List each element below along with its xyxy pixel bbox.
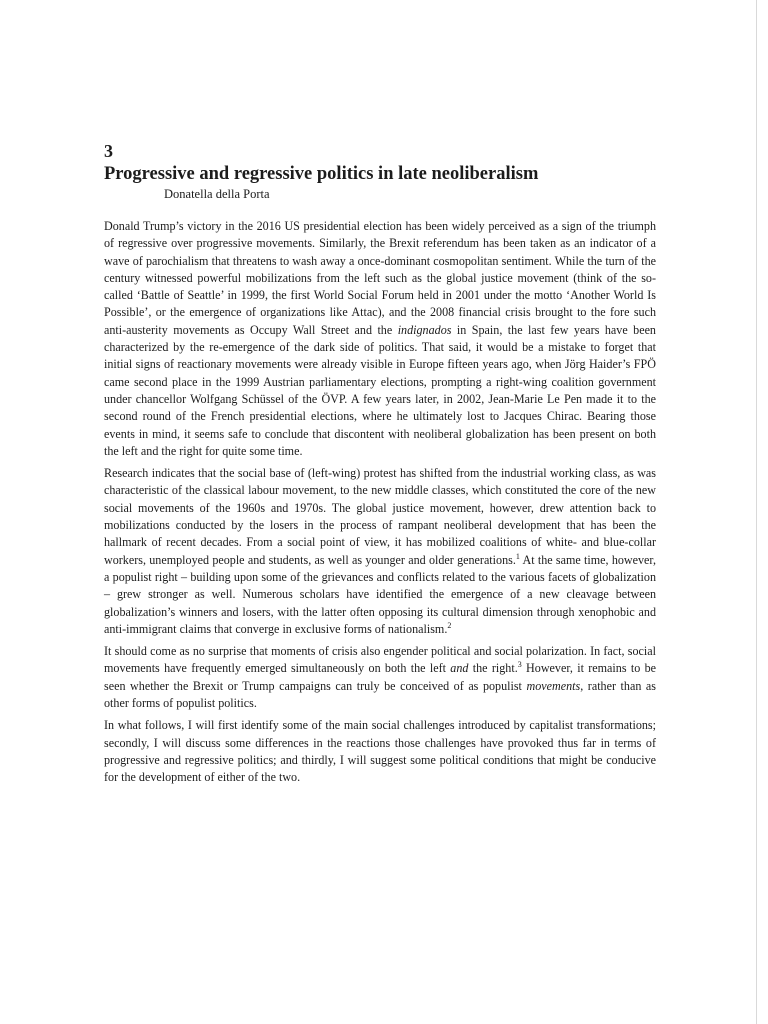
paragraph-3-text-d: , rather than as other forms of populist politics. (104, 678, 657, 711)
paragraph-1-text-b: in Spain, the last few years have been characterized by the re-emergence of the dark side of politics. That said, it would be a mistake to forget that initial signs of reactionary movements were already visible in Europe fifteen years ago, when Jörg Haider’s FPÖ came second place in the 1999 Austrian parliamentary elections, prompting a right-wing coalition government under chancellor Wolfgang Schüssel of the ÖVP. A few years later, in 2002, Jean-Marie Le Pen made it to the second round of the French presidential elections, where he ultimately lost to Jacques Chirac. Bearing those events in mind, it seems safe to conclude that discontent with neoliberal globalization has been present on both the left and the right for quite some time. (104, 322, 656, 458)
paragraph-3-text-a: It should come as no surprise that moments of crisis also engender political and social polarization. In fact, social movements have frequently emerged simultaneously on both the left (104, 644, 656, 676)
chapter-author: Donatella della Porta (164, 187, 270, 201)
chapter-title: Progressive and regressive politics in late neoliberalism (104, 164, 539, 184)
chapter-number: 3 (104, 141, 113, 161)
footnote-ref-2[interactable]: 2 (447, 620, 452, 630)
paragraph-2 (104, 465, 656, 638)
paragraph-2-text-b: At the same time, however, a populist right – building upon some of the grievances and conflicts related to the various facets of globalization – grew stronger as well. Numerous scholars have identified the emergence of a new cleavage between globalization’s winners and losers, with the latter often opposing its cultural dimension through xenophobic and anti-immigrant claims that converge in exclusive forms of nationalism. (104, 552, 656, 636)
chapter-content (104, 140, 656, 792)
paragraph-1-text-a: Donald Trump’s victory in the 2016 US presidential election has been widely perceived as a sign of the triumph of regressive over progressive movements. Similarly, the Brexit referendum has been taken as an indicator of a wave of parochialism that threatens to wash away a once-dominant cosmopolitan sentiment. While the turn of the century witnessed powerful mobilizations from the left such as the global justice movement (think of the so-called ‘Battle of Seattle’ in 1999, the first World Social Forum held in 2001 under the motto ‘Another World Is Possible’, or the emergence of organizations like Attac), and the 2008 financial crisis brought to the fore such anti-austerity movements as Occupy Wall Street and the (104, 219, 656, 337)
footnote-ref-3[interactable]: 3 (517, 660, 522, 670)
paragraph-3-text-c: However, it remains to be seen whether the Brexit or Trump campaigns can truly be conceived of as populist (104, 661, 657, 693)
paragraph-3-italic-a: and (450, 661, 469, 676)
paragraph-4-text: In what follows, I will first identify some of the main social challenges introduced by capitalist transformations; secondly, I will discuss some differences in the reactions those challenges have provoked thus far in terms of progressive and regressive politics; and thirdly, I will suggest some political conditions that might be conducive for the development of either of the two. (104, 718, 656, 785)
footnote-ref-1[interactable]: 1 (515, 551, 520, 561)
paragraph-1-italic: indignados (397, 322, 452, 337)
paragraph-2-text-a: Research indicates that the social base of (left-wing) protest has shifted from the industrial working class, as was characteristic of the classical labour movement, to the new middle classes, which constituted the core of the new social movements of the 1960s and 1970s. The global justice movement, however, drew attention back to mobilizations conducted by the losers in the process of rampant neoliberal development that has been the hallmark of recent decades. From a social point of view, it has mobilized coalitions of white- and blue-collar workers, unemployed people and students, as well as younger and older generations. (104, 466, 656, 567)
paragraph-1 (104, 218, 656, 460)
paragraph-4 (104, 717, 656, 786)
paragraph-3 (104, 643, 656, 712)
page-edge-line (756, 0, 757, 1024)
paragraph-3-text-b: the right. (468, 661, 518, 676)
paragraph-3-italic-b: movements (526, 678, 581, 693)
